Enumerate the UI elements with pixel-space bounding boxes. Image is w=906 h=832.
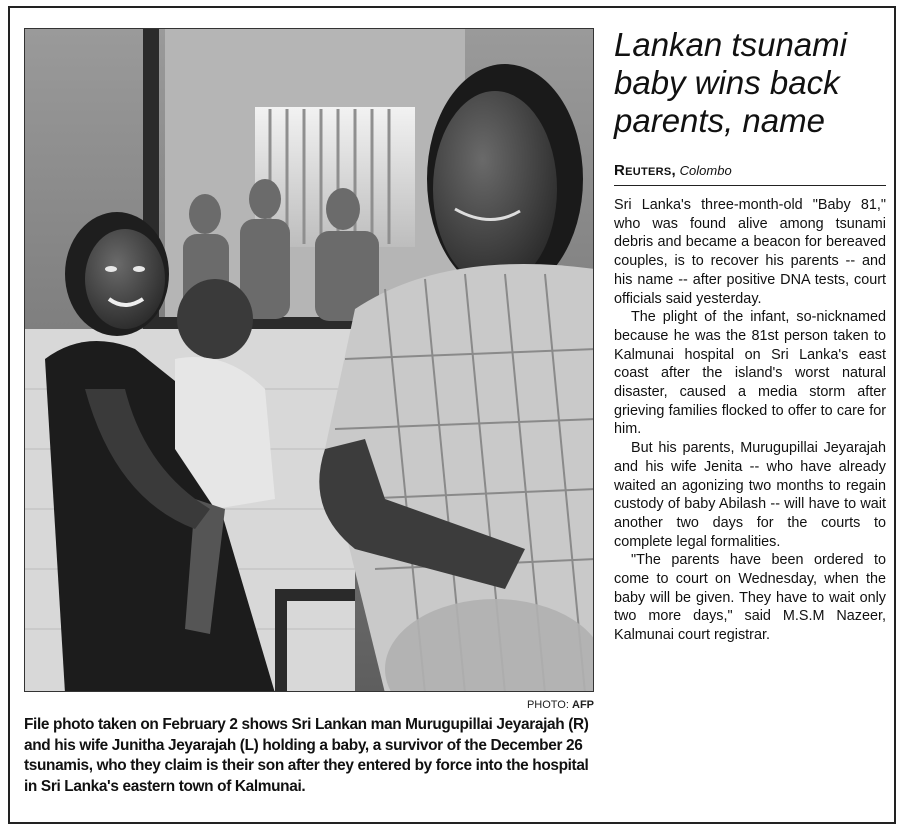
headline: Lankan tsunami baby wins back parents, name [614,26,847,139]
news-photo [24,28,594,692]
photo-credit-label: PHOTO: [526,699,569,711]
newspaper-clipping [8,6,896,824]
article-paragraph: "The parents have been ordered to come to court on Wednesday, when the baby will be given. They have to wait only two more days," said M.S.M Nazeer, Kalmunai court registrar. [614,552,886,644]
article-body [614,196,886,645]
byline [614,162,886,186]
photo-credit [24,699,594,711]
photo-caption: File photo taken on February 2 shows Sri Lankan man Murugupillai Jeyarajah (R) and his wife Junitha Jeyarajah (L) holding a baby, a survivor of the December 26 tsunamis, who they claim is their son after they entered by force into the hospital in Sri Lanka's eastern town of Kalmunai. [24,716,589,795]
photo-illustration [25,29,594,692]
photo-credit-source: AFP [572,699,594,711]
byline-place: Colombo [679,163,732,178]
article [614,26,886,645]
article-paragraph: Sri Lanka's three-month-old "Baby 81," who was found alive among tsunami debris and became a beacon for bereaved couples, is to recover his parents -- and his name -- after positive DNA tests, court officials said yesterday. [614,197,886,307]
article-paragraph: But his parents, Murugupillai Jeyarajah and his wife Jenita -- who have already waited an agonizing two months to regain custody of baby Abilash -- will have to wait another two days for the courts to complete legal formalities. [614,440,886,550]
article-paragraph: The plight of the infant, so-nicknamed because he was the 81st person taken to Kalmunai hospital on Sri Lanka's east coast after the island's worst natural disaster, caused a media storm after grieving families flocked to offer to care for him. [614,309,886,438]
byline-agency: Reuters, [614,162,677,179]
